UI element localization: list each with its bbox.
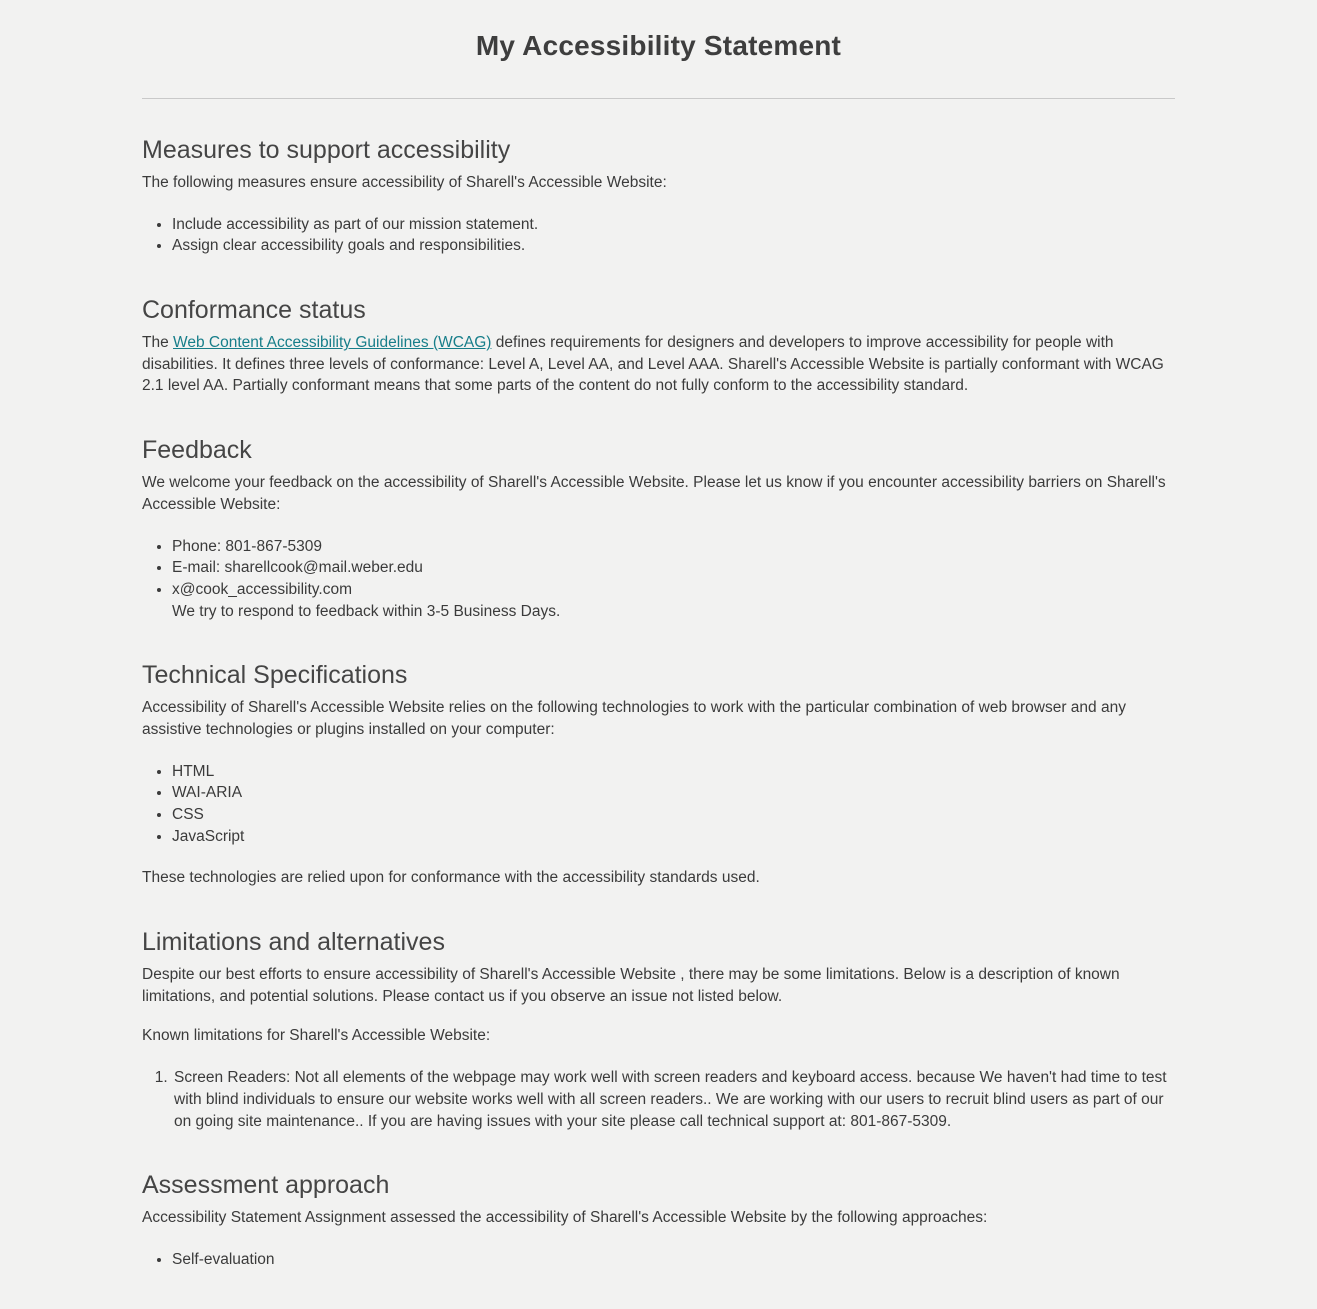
measures-heading: Measures to support accessibility — [142, 136, 511, 164]
list-item: • Assign clear accessibility goals and responsibilities. — [172, 235, 1175, 257]
conformance-heading: Conformance status — [142, 296, 366, 325]
section-conformance — [142, 295, 1175, 397]
feedback-list — [142, 536, 1175, 623]
section-assessment — [142, 1170, 1175, 1270]
feedback-intro: We welcome your feedback on the accessibility of Sharell's Accessible Website. Please let us know if you encounter accessibility barriers on Sharell's Accessible Website: — [142, 474, 1166, 513]
measures-intro: The following measures ensure accessibility of Sharell's Accessible Website: — [142, 174, 667, 191]
page-title: My Accessibility Statement — [475, 30, 842, 61]
assessment-intro: Accessibility Statement Assignment assessed the accessibility of Sharell's Accessible Website by the following approaches: — [142, 1209, 988, 1227]
section-feedback — [142, 435, 1175, 622]
list-item: • HTML — [172, 761, 1175, 783]
content-container — [142, 30, 1175, 1271]
list-item: • Self-evaluation — [172, 1249, 1175, 1271]
limitations-heading: Limitations and alternatives — [142, 928, 445, 957]
technical-list — [142, 761, 1175, 848]
list-item-email: • E-mail: sharellcook@mail.weber.edu — [172, 557, 1175, 579]
limitations-known-intro: Known limitations for Sharell's Accessible Website: — [142, 1027, 491, 1045]
list-item: • CSS — [172, 804, 1175, 826]
feedback-heading: Feedback — [142, 436, 252, 465]
section-measures — [142, 135, 1175, 257]
technical-intro: Accessibility of Sharell's Accessible Website relies on the following technologies to work with the particular combination of web browser and any assistive technologies or plugins installed on your computer: — [142, 699, 1126, 738]
list-item: • Include accessibility as part of our mission statement. — [172, 214, 1175, 236]
list-item-screen-readers: 1. Screen Readers: Not all elements of the webpage may work well with screen readers and keyboard access. because We haven't had time to test with blind individuals to ensure our website works well with all screen readers.. We are working with our users to recruit blind users as part of our on going site maintenance.. If you are having issues with your site please call technical support at: 801-867-5309. — [172, 1067, 1175, 1132]
assessment-list — [142, 1249, 1175, 1271]
conformance-text — [142, 332, 1175, 397]
conformance-text-before-link: The — [142, 334, 174, 352]
statement-content — [142, 99, 1175, 1271]
limitations-list — [142, 1067, 1175, 1132]
technical-heading: Technical Specifications — [142, 661, 408, 690]
section-limitations — [142, 927, 1175, 1132]
assessment-heading: Assessment approach — [142, 1171, 390, 1200]
list-item-social — [172, 579, 1175, 622]
limitations-intro: Despite our best efforts to ensure accessibility of Sharell's Accessible Website , there may be some limitations. Below is a description of known limitations, and potential solutions. Please contact us if you observe an issue not listed below. — [142, 966, 1120, 1005]
wcag-link[interactable]: Web Content Accessibility Guidelines (WCAG) — [173, 334, 492, 352]
technical-outro: These technologies are relied upon for conformance with the accessibility standards used. — [142, 869, 760, 887]
list-item-phone: • Phone: 801-867-5309 — [172, 536, 1175, 558]
social-handle: x@cook_accessibility.com — [172, 580, 352, 598]
list-item: • WAI-ARIA — [172, 782, 1175, 804]
section-technical — [142, 660, 1175, 889]
measures-list — [142, 214, 1175, 257]
response-note: We try to respond to feedback within 3-5 Business Days. — [172, 602, 561, 620]
conformance-text-after-link: defines requirements for designers and developers to improve accessibility for people with disabilities. It defines three levels of conformance: Level A, Level AA, and Level AAA. Sharell's Accessible Website is partially conformant with WCAG 2.1 level AA. Partially conformant means that some parts of the content do not fully conform to the accessibility standard. — [142, 334, 1164, 395]
list-item: • JavaScript — [172, 826, 1175, 848]
